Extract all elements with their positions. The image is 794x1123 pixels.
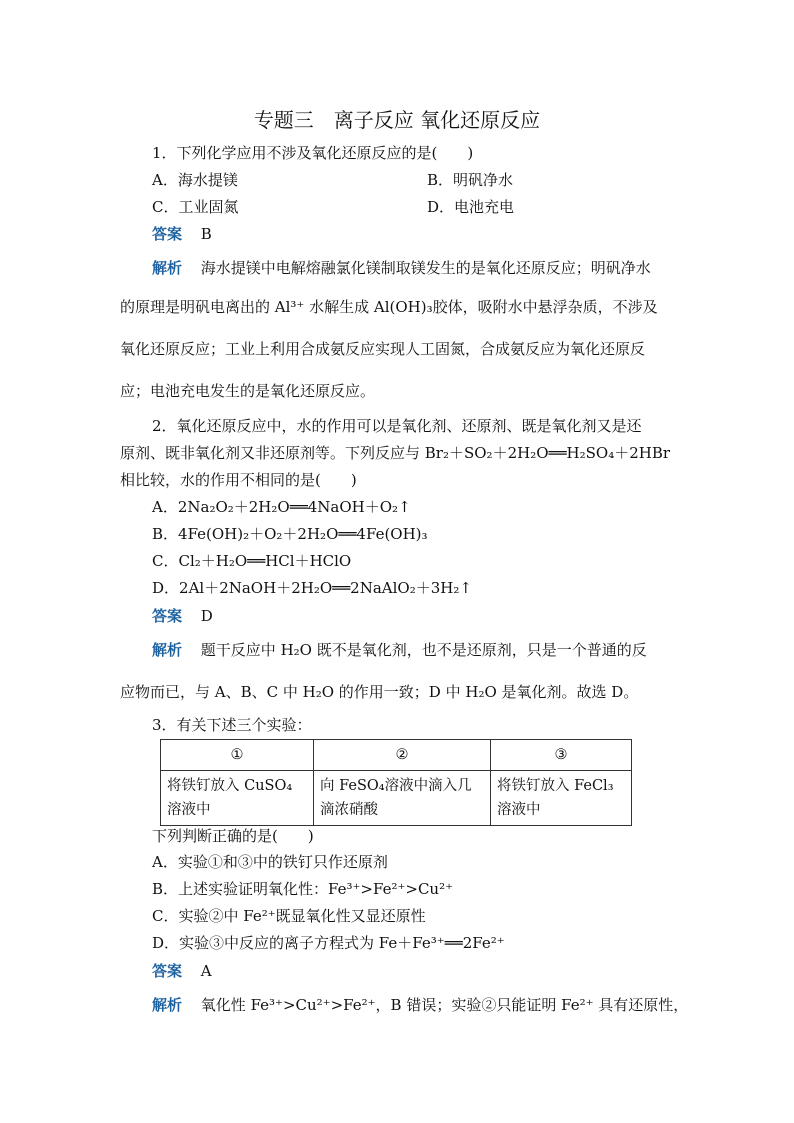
q2-stem-line-2: 原剂、既非氧化剂又非还原剂等。下列反应与 Br₂＋SO₂＋2H₂O══H₂SO₄＋2HBr: [120, 444, 671, 462]
table-cell-exp3: [491, 771, 632, 826]
q1-analysis-line-3: 氧化还原反应；工业上利用合成氨反应实现人工固氮，合成氨反应为氧化还原反: [120, 340, 646, 358]
q2-analysis-line-2: 应物而已，与 A、B、C 中 H₂O 的作用一致；D 中 H₂O 是氧化剂。故选 D。: [120, 683, 639, 701]
q1-option-b: B．明矾净水: [427, 171, 514, 189]
cell-line: 溶液中: [497, 802, 541, 818]
q2-analysis-text-1: 题干反应中 H₂O 既不是氧化剂，也不是还原剂，只是一个普通的反: [200, 641, 647, 659]
cell-line: 将铁钉放入 CuSO₄: [167, 778, 293, 794]
cell-line: 向 FeSO₄溶液中滴入几: [320, 778, 472, 794]
answer-label: 答案: [152, 962, 183, 980]
cell-line: 溶液中: [167, 802, 211, 818]
table-header-row: [161, 740, 632, 771]
q1-answer-value: B: [200, 225, 212, 243]
answer-label: 答案: [152, 225, 183, 243]
q3-option-a: A．实验①和③中的铁钉只作还原剂: [152, 853, 388, 871]
q1-option-c: C．工业固氮: [152, 198, 239, 216]
table-header-cell: ①: [161, 740, 314, 771]
analysis-label: 解析: [152, 259, 183, 277]
table-cell-exp2: [314, 771, 491, 826]
q3-option-c: C．实验②中 Fe²⁺既显氧化性又显还原性: [152, 907, 426, 925]
q3-answer-row: [152, 961, 212, 981]
q1-analysis-text-1: 海水提镁中电解熔融氯化镁制取镁发生的是氧化还原反应；明矾净水: [200, 259, 651, 277]
cell-line: 滴浓硝酸: [320, 802, 378, 818]
q2-stem-line-3: 相比较，水的作用不相同的是( ): [120, 471, 357, 489]
q1-option-d: D．电池充电: [427, 198, 515, 216]
table-header-cell: ③: [491, 740, 632, 771]
q3-option-b: B．上述实验证明氧化性：Fe³⁺>Fe²⁺>Cu²⁺: [152, 880, 454, 898]
q2-answer-row: [152, 606, 213, 626]
q1-option-a: A．海水提镁: [152, 171, 238, 189]
q2-option-b: B．4Fe(OH)₂＋O₂＋2H₂O══4Fe(OH)₃: [152, 525, 428, 543]
q3-option-d: D．实验③中反应的离子方程式为 Fe＋Fe³⁺══2Fe²⁺: [152, 934, 505, 952]
q2-option-a: A．2Na₂O₂＋2H₂O══4NaOH＋O₂↑: [152, 498, 411, 516]
q3-analysis-text-1: 氧化性 Fe³⁺>Cu²⁺>Fe²⁺，B 错误；实验②只能证明 Fe²⁺ 具有还原性，: [200, 996, 689, 1014]
experiment-table: [160, 739, 632, 826]
q1-analysis-line-2: 的原理是明矾电离出的 Al³⁺ 水解生成 Al(OH)₃胶体，吸附水中悬浮杂质，不涉及: [120, 298, 658, 316]
q3-analysis-line-1: [152, 995, 688, 1015]
analysis-label: 解析: [152, 641, 183, 659]
q1-stem: 1．下列化学应用不涉及氧化还原反应的是( ): [152, 144, 474, 162]
q3-stem: 3．有关下述三个实验：: [152, 716, 312, 734]
q2-option-d: D．2Al＋2NaOH＋2H₂O══2NaAlO₂＋3H₂↑: [152, 579, 472, 597]
q3-answer-value: A: [200, 962, 212, 980]
cell-line: 将铁钉放入 FeCl₃: [497, 778, 614, 794]
q2-option-c: C．Cl₂＋H₂O══HCl＋HClO: [152, 552, 352, 570]
table-row: [161, 771, 632, 826]
table-header-cell: ②: [314, 740, 491, 771]
table-cell-exp1: [161, 771, 314, 826]
q2-answer-value: D: [200, 607, 213, 625]
analysis-label: 解析: [152, 996, 183, 1014]
q1-analysis-line-1: [152, 258, 651, 278]
q3-question: 下列判断正确的是( ): [152, 827, 314, 845]
answer-label: 答案: [152, 607, 183, 625]
page-title: 专题三 离子反应 氧化还原反应: [253, 108, 541, 132]
q1-analysis-line-4: 应；电池充电发生的是氧化还原反应。: [120, 382, 376, 400]
q2-stem-line-1: 2．氧化还原反应中，水的作用可以是氧化剂、还原剂、既是氧化剂又是还: [152, 417, 642, 435]
q1-answer-row: [152, 224, 212, 244]
q2-analysis-line-1: [152, 640, 647, 660]
